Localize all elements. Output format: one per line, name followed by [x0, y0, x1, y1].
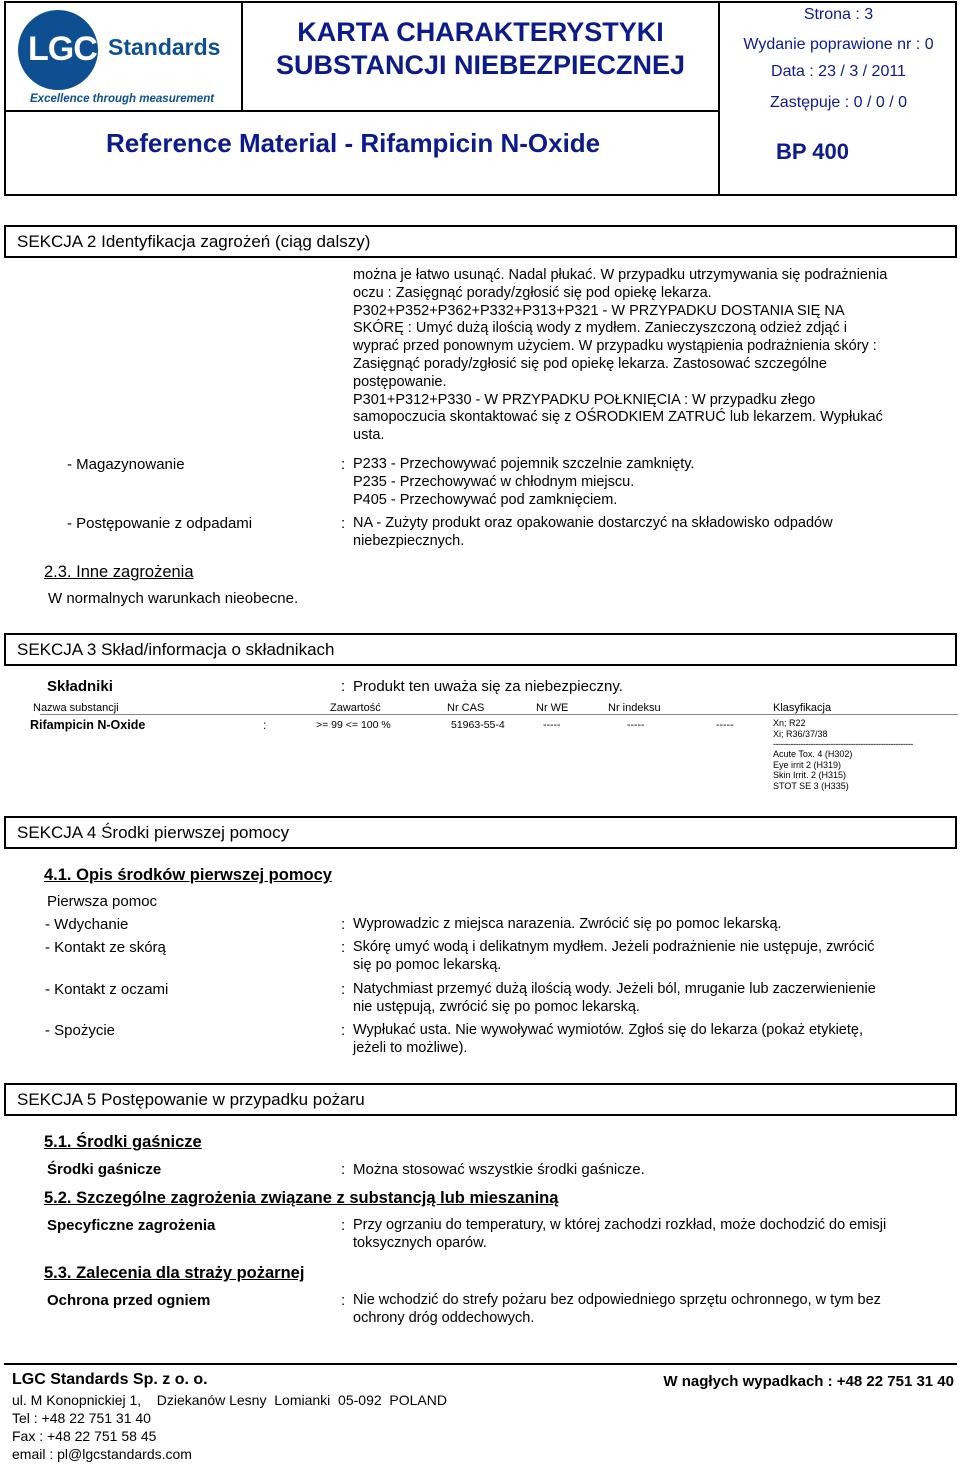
footer-rule — [4, 1363, 957, 1365]
ingestion-label: - Spożycie — [45, 1022, 116, 1039]
title-line: SUBSTANCJI NIEBEZPIECZNEJ — [275, 50, 686, 80]
colon: : — [341, 515, 346, 532]
text-line: toksycznych oparów. — [353, 1234, 487, 1251]
text-line: usta. — [353, 427, 385, 444]
first-aid-label: Pierwsza pomoc — [47, 893, 158, 910]
text-line: P235 - Przechowywać w chłodnym miejscu. — [353, 473, 635, 490]
table-header-we: Nr WE — [536, 702, 569, 714]
storage-text — [353, 456, 694, 509]
company-name: LGC Standards Sp. z o. o. — [12, 1371, 208, 1388]
precaution-continuation — [353, 267, 953, 445]
subsection-heading: 2.3. Inne zagrożenia — [44, 563, 194, 581]
inhalation-label: - Wdychanie — [45, 916, 129, 933]
text-line: P405 - Przechowywać pod zamknięciem. — [353, 491, 618, 508]
emergency-phone: W nagłych wypadkach : +48 22 751 31 40 — [663, 1373, 954, 1390]
table-header-content: Zawartość — [330, 702, 381, 714]
text-line: oczu : Zasięgnąć porady/zgłosić się pod opiekę lekarza. — [353, 284, 712, 301]
text-line: jeżeli to możliwe). — [353, 1039, 468, 1056]
email: email : pl@lgcstandards.com — [12, 1446, 192, 1462]
colon: : — [341, 1161, 346, 1178]
table-header-cas: Nr CAS — [447, 702, 485, 714]
text-line: Wypłukać usta. Nie wywoływać wymiotów. Zgłoś się do lekarza (pokaż etykietę, — [353, 1022, 863, 1038]
text-line: nie ustępują, zwrócić się po pomoc lekarską. — [353, 998, 640, 1015]
text-line: NA - Zużyty produkt oraz opakowanie dostarczyć na składowisko odpadów — [353, 515, 833, 531]
replaces: Zastępuje : 0 / 0 / 0 — [770, 94, 907, 111]
product-name: Reference Material - Rifampicin N-Oxide — [106, 128, 601, 158]
table-header-name: Nazwa substancji — [33, 702, 119, 714]
classification-line: STOT SE 3 (H335) — [773, 780, 849, 791]
table-cell-content: >= 99 <= 100 % — [316, 719, 391, 731]
table-cell-name: Rifampicin N-Oxide — [30, 718, 146, 732]
eyes-text — [353, 981, 876, 1017]
components-value: Produkt ten uważa się za niebezpieczny. — [353, 678, 623, 695]
logo-standards-text: Standards — [108, 34, 221, 60]
classification-line: Xi; R36/37/38 — [773, 728, 828, 739]
classification-line: Skin Irrit. 2 (H315) — [773, 770, 847, 780]
media-label: Środki gaśnicze — [47, 1161, 162, 1178]
protection-label: Ochrona przed ogniem — [47, 1292, 211, 1309]
text-line: Skórę umyć wodą i delikatnym mydłem. Jeżeli podrażnienie nie ustępuje, zwrócić — [353, 939, 875, 955]
disposal-text — [353, 515, 833, 551]
ingestion-text — [353, 1022, 863, 1058]
other-hazards-text: W normalnych warunkach nieobecne. — [48, 590, 299, 607]
table-header-rule — [40, 714, 958, 715]
fax: Fax : +48 22 751 58 45 — [12, 1428, 157, 1444]
phone: Tel : +48 22 751 31 40 — [12, 1410, 151, 1426]
logo-tagline: Excellence through measurement — [30, 93, 215, 105]
section-2-title: SEKCJA 2 Identyfikacja zagrożeń (ciąg dalszy) — [4, 225, 957, 258]
text-line: Przy ogrzaniu do temperatury, w której zachodzi rozkład, może dochodzić do emisji — [353, 1217, 887, 1233]
classification-clp — [773, 749, 852, 791]
colon: : — [341, 1217, 346, 1234]
header-divider — [4, 110, 720, 112]
text-line: Wyprowadzic z miejsca narazenia. Zwrócić się po pomoc lekarską. — [353, 916, 782, 932]
table-cell-we: ----- — [543, 719, 561, 731]
table-header-classification: Klasyfikacja — [773, 702, 832, 714]
text-line: SKÓRĘ : Umyć dużą ilością wody z mydłem. Zanieczyszczoną odzież zdjąć i — [353, 320, 847, 337]
text-line: P302+P352+P362+P332+P313+P321 - W PRZYPADKU DOSTANIA SIĘ NA — [353, 302, 845, 319]
skin-label: - Kontakt ze skórą — [45, 939, 166, 956]
text-line: wyprać przed ponownym użyciem. W przypadku wystąpienia podrażnienia skóry : — [353, 338, 877, 355]
colon: : — [341, 456, 346, 473]
hazards-text — [353, 1217, 886, 1253]
subsection-heading: 5.1. Środki gaśnicze — [44, 1133, 202, 1151]
colon: : — [341, 1022, 346, 1039]
table-cell-cas: 51963-55-4 — [451, 719, 505, 731]
table-cell-index: ----- — [627, 719, 645, 731]
classification-line: Eye irrit 2 (H319) — [773, 759, 842, 770]
subsection-heading: 5.2. Szczególne zagrożenia związane z substancją lub mieszaniną — [44, 1189, 559, 1207]
text-line: się po pomoc lekarską. — [353, 956, 502, 973]
colon: : — [341, 678, 346, 695]
logo-lgc-text: LGC — [28, 30, 97, 68]
colon: : — [341, 939, 346, 956]
title-line: KARTA CHARAKTERYSTYKI — [297, 17, 664, 47]
table-header-index: Nr indeksu — [608, 702, 661, 714]
document-title — [243, 16, 718, 82]
company-contact — [12, 1391, 447, 1463]
address: ul. M Konopnickiej 1, Dziekanów Lesny Lomianki 05-092 POLAND — [12, 1392, 447, 1408]
classification-divider: -------------------------------------------------------- — [773, 739, 913, 749]
inhalation-text — [353, 916, 782, 934]
media-value: Można stosować wszystkie środki gaśnicze. — [353, 1161, 645, 1178]
colon: : — [341, 1292, 346, 1309]
section-5-title: SEKCJA 5 Postępowanie w przypadku pożaru — [4, 1083, 957, 1116]
text-line: P301+P312+P330 - W PRZYPADKU POŁKNIĘCIA : W przypadku złego — [353, 391, 816, 408]
text-line: postępowanie. — [353, 373, 447, 390]
table-cell-extra: ----- — [716, 719, 734, 731]
storage-label: - Magazynowanie — [67, 456, 185, 473]
skin-text — [353, 939, 874, 975]
table-cell-sep: : — [263, 718, 267, 732]
colon: : — [341, 916, 346, 933]
text-line: można je łatwo usunąć. Nadal płukać. W przypadku utrzymywania się podrażnienia — [353, 267, 888, 283]
text-line: Natychmiast przemyć dużą ilością wody. Jeżeli ból, mruganie lub zaczerwienienie — [353, 981, 876, 997]
hazards-label: Specyficzne zagrożenia — [47, 1217, 216, 1234]
text-line: niebezpiecznych. — [353, 532, 465, 549]
eyes-label: - Kontakt z oczami — [45, 981, 169, 998]
text-line: Zasięgnąć porady/zgłosić się pod opiekę lekarza. Zastosować szczególne — [353, 355, 827, 372]
classification-dsd — [773, 718, 828, 739]
text-line: Nie wchodzić do strefy pożaru bez odpowiedniego sprzętu ochronnego, w tym bez — [353, 1292, 881, 1308]
components-label: Składniki — [47, 678, 113, 695]
page-number: Strona : 3 — [803, 6, 874, 23]
text-line: ochrony dróg oddechowych. — [353, 1309, 535, 1326]
issue-date: Data : 23 / 3 / 2011 — [771, 63, 906, 80]
colon: : — [341, 981, 346, 998]
section-4-title: SEKCJA 4 Środki pierwszej pomocy — [4, 816, 957, 849]
classification-line: Xn; R22 — [773, 718, 806, 728]
protection-text — [353, 1292, 881, 1328]
subsection-heading: 5.3. Zalecenia dla straży pożarnej — [44, 1264, 305, 1282]
revision-number: Wydanie poprawione nr : 0 — [743, 36, 934, 53]
product-code: BP 400 — [776, 139, 849, 164]
subsection-heading: 4.1. Opis środków pierwszej pomocy — [44, 866, 332, 884]
disposal-label: - Postępowanie z odpadami — [67, 515, 253, 532]
text-line: P233 - Przechowywać pojemnik szczelnie zamknięty. — [353, 456, 695, 472]
classification-line: Acute Tox. 4 (H302) — [773, 749, 853, 759]
text-line: samopoczucia skontaktować się z OŚRODKIEM ZATRUĆ lub lekarzem. Wypłukać — [353, 409, 883, 426]
section-3-title: SEKCJA 3 Skład/informacja o składnikach — [4, 633, 957, 666]
